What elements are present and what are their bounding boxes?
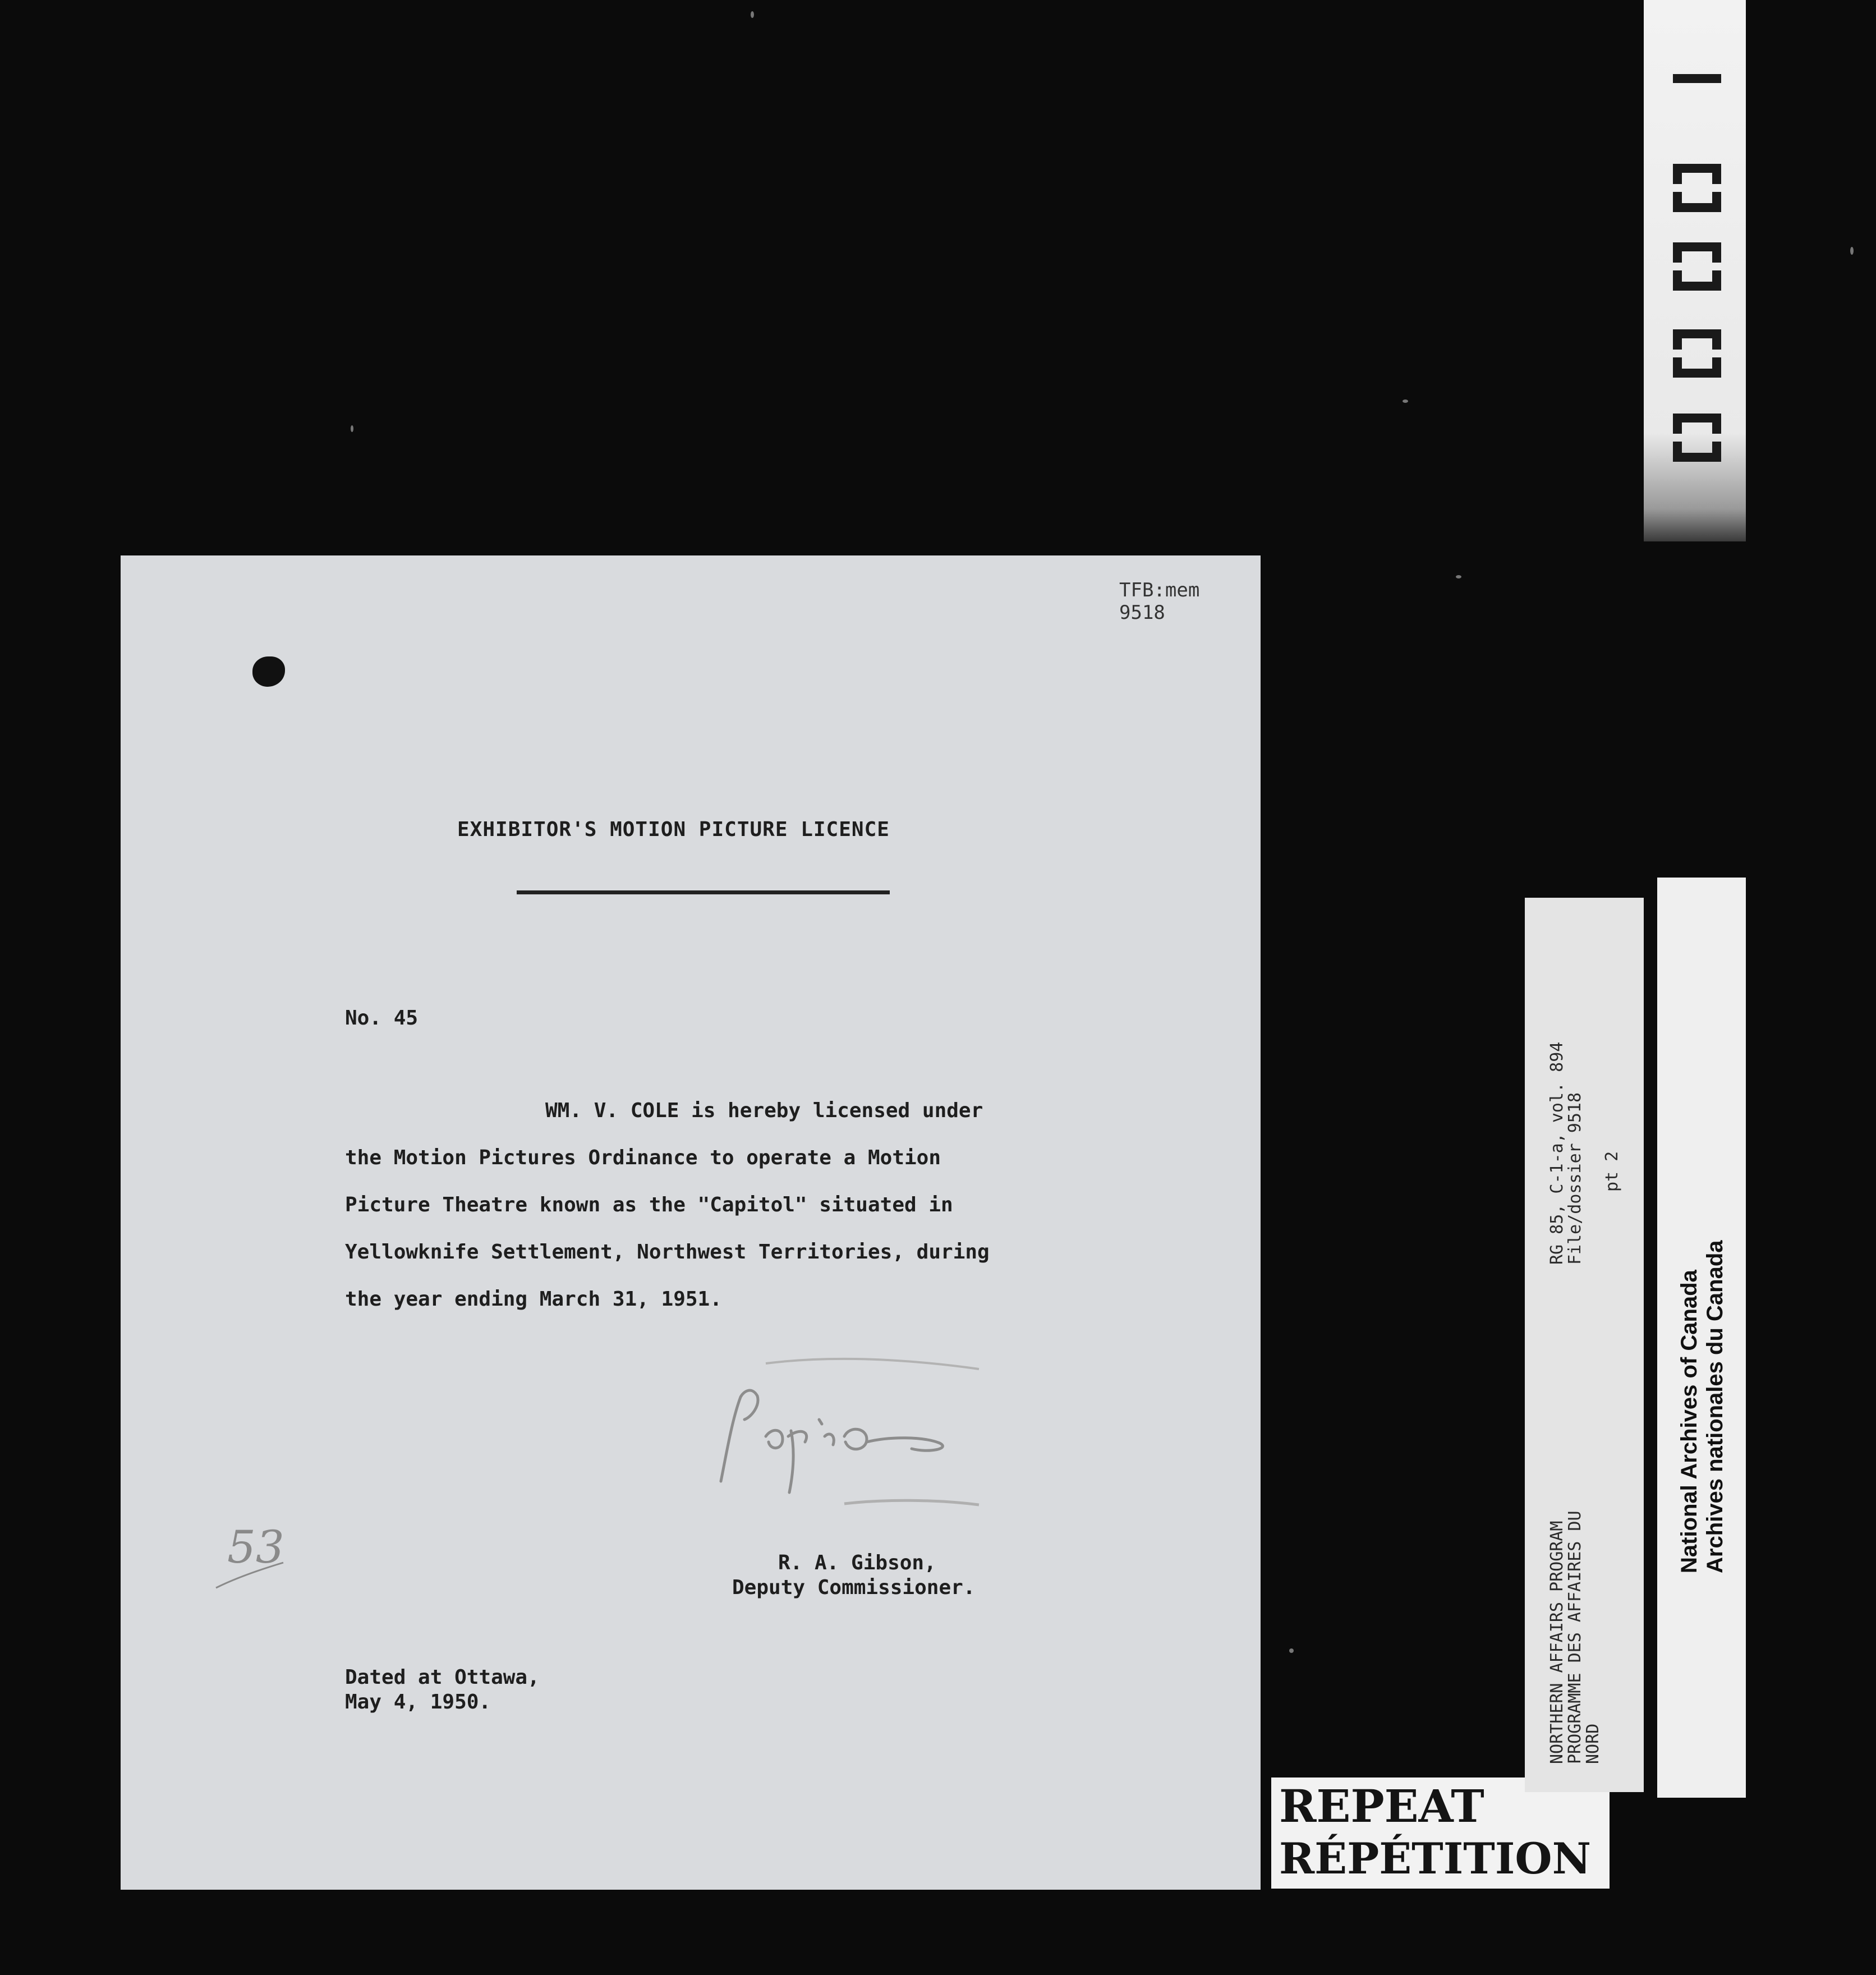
archives-name-en: National Archives of Canada: [1677, 1270, 1702, 1573]
handwritten-signature: [698, 1352, 990, 1521]
film-speck: [1403, 399, 1408, 403]
frame-counter-graphic: [1644, 0, 1746, 494]
handwritten-page-number: [210, 1509, 300, 1599]
punch-hole: [252, 656, 285, 687]
program-name: [1548, 1510, 1602, 1764]
frame-digit-0: [1677, 247, 1717, 286]
film-speck: [1289, 1648, 1294, 1653]
film-speck: [351, 425, 353, 432]
frame-counter-digits: [1644, 0, 1746, 494]
handwritten-number-text: 53: [227, 1521, 284, 1573]
reference-number: 9518: [1119, 601, 1165, 624]
body-line: Yellowknife Settlement, Northwest Territories, during: [345, 1241, 990, 1264]
archives-label: [1657, 878, 1746, 1798]
body-line: the Motion Pictures Ordinance to operate a Motion: [345, 1146, 941, 1169]
film-speck: [1456, 575, 1461, 578]
dated-place: Dated at Ottawa,: [345, 1666, 540, 1689]
archives-names: [1676, 1240, 1728, 1573]
signer-block: [732, 1551, 975, 1600]
archives-name-fr: Archives nationales du Canada: [1703, 1240, 1727, 1573]
document-title: EXHIBITOR'S MOTION PICTURE LICENCE: [457, 818, 890, 841]
film-speck: [1850, 247, 1854, 255]
licence-document: [121, 555, 1261, 1890]
title-underline: [517, 890, 890, 894]
program-line: PROGRAMME DES AFFAIRES DU: [1565, 1510, 1585, 1764]
frame-digit-0: [1677, 168, 1717, 208]
repeat-label-en: REPEAT: [1279, 1780, 1484, 1832]
body-line: the year ending March 31, 1951.: [345, 1288, 722, 1311]
signer-name: R. A. Gibson,: [778, 1551, 936, 1574]
film-speck: [751, 11, 754, 18]
dated-date: May 4, 1950.: [345, 1691, 491, 1714]
frame-digit-0: [1677, 334, 1717, 373]
licence-number: No. 45: [345, 1007, 419, 1030]
record-group-reference: [1548, 1042, 1584, 1265]
reference-initials: TFB:mem: [1119, 579, 1200, 601]
repeat-label: [1271, 1777, 1610, 1889]
body-line: Picture Theatre known as the "Capitol" situated in: [345, 1193, 953, 1216]
frame-digit-0: [1677, 418, 1717, 457]
program-line: NORTHERN AFFAIRS PROGRAM: [1547, 1521, 1567, 1764]
file-part: pt 2: [1602, 1151, 1622, 1192]
reference-line: File/dossier 9518: [1565, 1092, 1585, 1265]
signer-title: Deputy Commissioner.: [732, 1576, 976, 1599]
body-line: WM. V. COLE is hereby licensed under: [545, 1099, 983, 1122]
repeat-label-fr: RÉPÉTITION: [1279, 1834, 1592, 1884]
program-line: NORD: [1583, 1723, 1603, 1764]
reference-line: RG 85, C-1-a, vol. 894: [1547, 1041, 1567, 1265]
file-reference-label: [1525, 898, 1644, 1792]
licence-body: [345, 1087, 1254, 1323]
frame-counter-strip: [1644, 0, 1746, 541]
reference-block: [1119, 579, 1199, 624]
date-block: [345, 1665, 540, 1715]
